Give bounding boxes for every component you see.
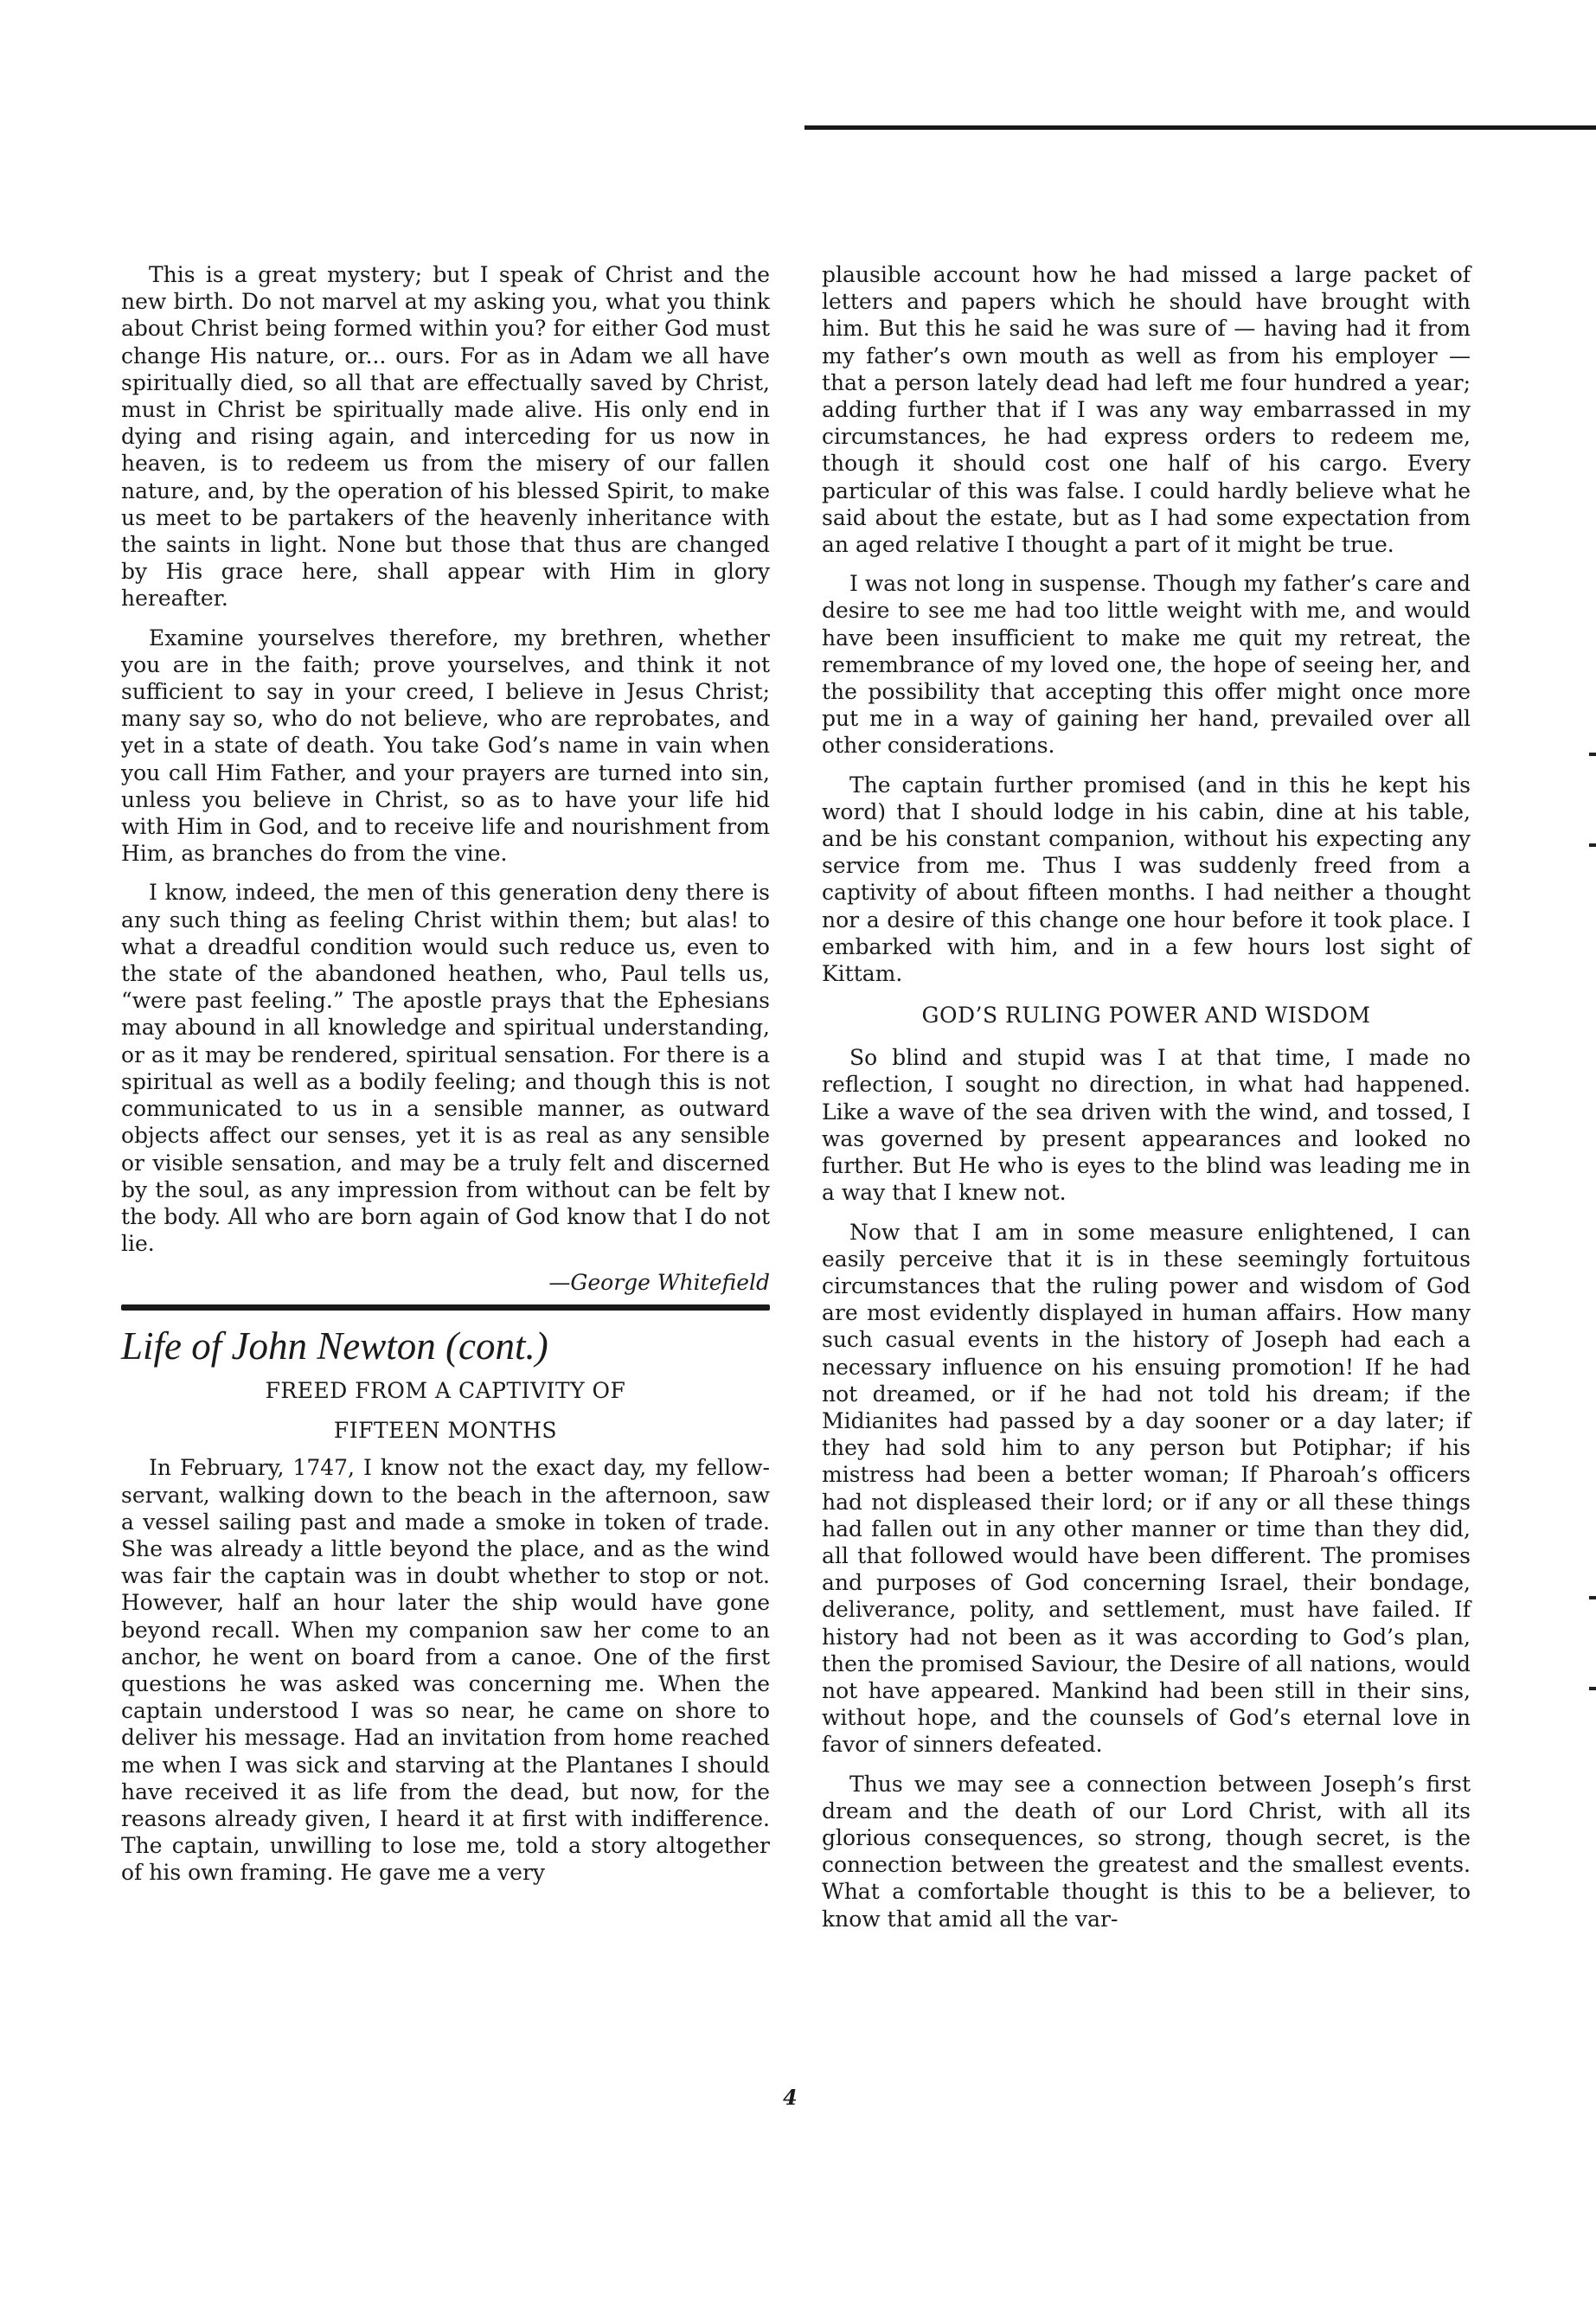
newton-paragraph: In February, 1747, I know not the exact day, my fellow-servant, walking down to the beach in the afternoon, saw a vessel sailing past and made a smoke in token of trade. She was already a little beyond the place, and as the wind was fair the captain was in doubt whether to stop or not. However, half an hour later the ship would have gone beyond recall. When my companion saw her come to an anchor, he went on board from a canoe. One of the first questions he was asked was concerning me. When the captain understood I was so near, he came on shore to deliver his message. Had an invitation from home reached me when I was sick and starving at the Plantanes I should have received it as life from the dead, but now, for the reasons already given, I heard it at first with indifference. The captain, unwilling to lose me, told a story altogether of his own framing. He gave me a very [121, 1455, 770, 1886]
whitefield-paragraph-3: I know, indeed, the men of this generation deny there is any such thing as feeling Christ within them; but alas! to what a dreadful condition would such reduce us, even to the state of the abandoned heathen, who, Paul tells us, “were past feeling.” The apostle prays that the Ephesians may abound in all knowledge and spiritual understanding, or as it may be rendered, spiritual sensation. For there is a spiritual as well as a bodily feeling; and though this is not communicated to us in a sensible manner, as outward objects affect our senses, yet it is as real as any sensible or visible sensation, and may be a truly felt and discerned by the soul, as any impression from without can be felt by the body. All who are born again of God know that I do not lie. [121, 880, 770, 1257]
section-divider [121, 1304, 770, 1311]
right-paragraph-3: The captain further promised (and in this he kept his word) that I should lodge in his cabin, dine at his table, and be his constant companion, without his expecting any service from me. Thus I was suddenly freed from a captivity of about fifteen months. I had neither a thought nor a desire of this change one hour before it took place. I embarked with him, and in a few hours lost sight of Kittam. [822, 772, 1471, 987]
subhead-line-2: FIFTEEN MONTHS [333, 1418, 558, 1444]
signature-george-whitefield: —George Whitefield [548, 1270, 770, 1296]
left-column [121, 261, 770, 1899]
right-paragraph-4: So blind and stupid was I at that time, I made no reflection, I sought no direction, in what had happened. Like a wave of the sea driven with the wind, and tossed, I was governed by present appearances and looked no further. But He who is eyes to the blind was leading me in a way that I knew not. [822, 1045, 1471, 1206]
article-title: Life of John Newton (cont.) [121, 1324, 548, 1368]
top-rule [804, 125, 1596, 130]
right-paragraph-6: Thus we may see a connection between Joseph’s first dream and the death of our Lord Christ, with all its glorious consequences, so strong, though secret, is the connection between the greatest and the smallest events. What a comfortable thought is this to be a believer, to know that amid all the var- [822, 1771, 1471, 1932]
edge-mark [1589, 843, 1596, 847]
whitefield-paragraph-1: This is a great mystery; but I speak of Christ and the new birth. Do not marvel at my asking you, what you think about Christ being formed within you? for either God must change His nature, or... ours. For as in Adam we all have spiritually died, so all that are effectually saved by Christ, must in Christ be spiritually made alive. His only end in dying and rising again, and interceding for us now in heaven, is to redeem us from the misery of our fallen nature, and, by the operation of his blessed Spirit, to make us meet to be partakers of the heavenly inheritance with the saints in light. None but those that thus are changed by His grace here, shall appear with Him in glory hereafter. [121, 262, 770, 612]
edge-mark [1589, 1687, 1596, 1690]
whitefield-paragraph-2: Examine yourselves therefore, my brethren, whether you are in the faith; prove yourselves, and think it not sufficient to say in your creed, I believe in Jesus Christ; many say so, who do not believe, who are reprobates, and yet in a state of death. You take God’s name in vain when you call Him Father, and your prayers are turned into sin, unless you believe in Christ, so as to have your life hid with Him in God, and to receive life and nourishment from Him, as branches do from the vine. [121, 625, 770, 867]
right-paragraph-1: plausible account how he had missed a large packet of letters and papers which he should have brought with him. But this he said he was sure of — having had it from my father’s own mouth as well as from his employer — that a person lately dead had left me four hundred a year; adding further that if I was any way embarrassed in my circumstances, he had express orders to redeem me, though it should cost one half of his cargo. Every particular of this was false. I could hardly believe what he said about the estate, but as I had some expectation from an aged relative I thought a part of it might be true. [822, 262, 1471, 558]
subhead-line-1: FREED FROM A CAPTIVITY OF [265, 1378, 626, 1404]
edge-mark [1589, 753, 1596, 756]
right-column [822, 261, 1471, 1945]
page-number: 4 [783, 2085, 798, 2110]
right-paragraph-5: Now that I am in some measure enlightened, I can easily perceive that it is in these seemingly fortuitous circumstances that the ruling power and wisdom of God are most evidently displayed in human affairs. How many such casual events in the history of Joseph had each a necessary influence on his ensuing promotion! If he had not dreamed, or if he had not told his dream; if the Midianites had passed by a day sooner or a day later; if they had sold him to any person but Potiphar; if his mistress had been a better woman; If Pharoah’s officers had not displeased their lord; or if any or all these things had fallen out in any other manner or time than they did, all that followed would have been different. The promises and purposes of God concerning Israel, their bondage, deliverance, polity, and settlement, must have failed. If history had not been as it was according to God’s plan, then the promised Saviour, the Desire of all nations, would not have appeared. Mankind had been still in their sins, without hope, and the counsels of God’s eternal love in favor of sinners defeated. [822, 1219, 1471, 1758]
right-paragraph-2: I was not long in suspense. Though my father’s care and desire to see me had too little weight with me, and would have been insufficient to make me quit my retreat, the remembrance of my loved one, the hope of seeing her, and the possibility that accepting this offer might once more put me in a way of gaining her hand, prevailed over all other considerations. [822, 571, 1471, 759]
edge-mark [1589, 1596, 1596, 1599]
section-heading: GOD’S RULING POWER AND WISDOM [921, 1003, 1371, 1029]
